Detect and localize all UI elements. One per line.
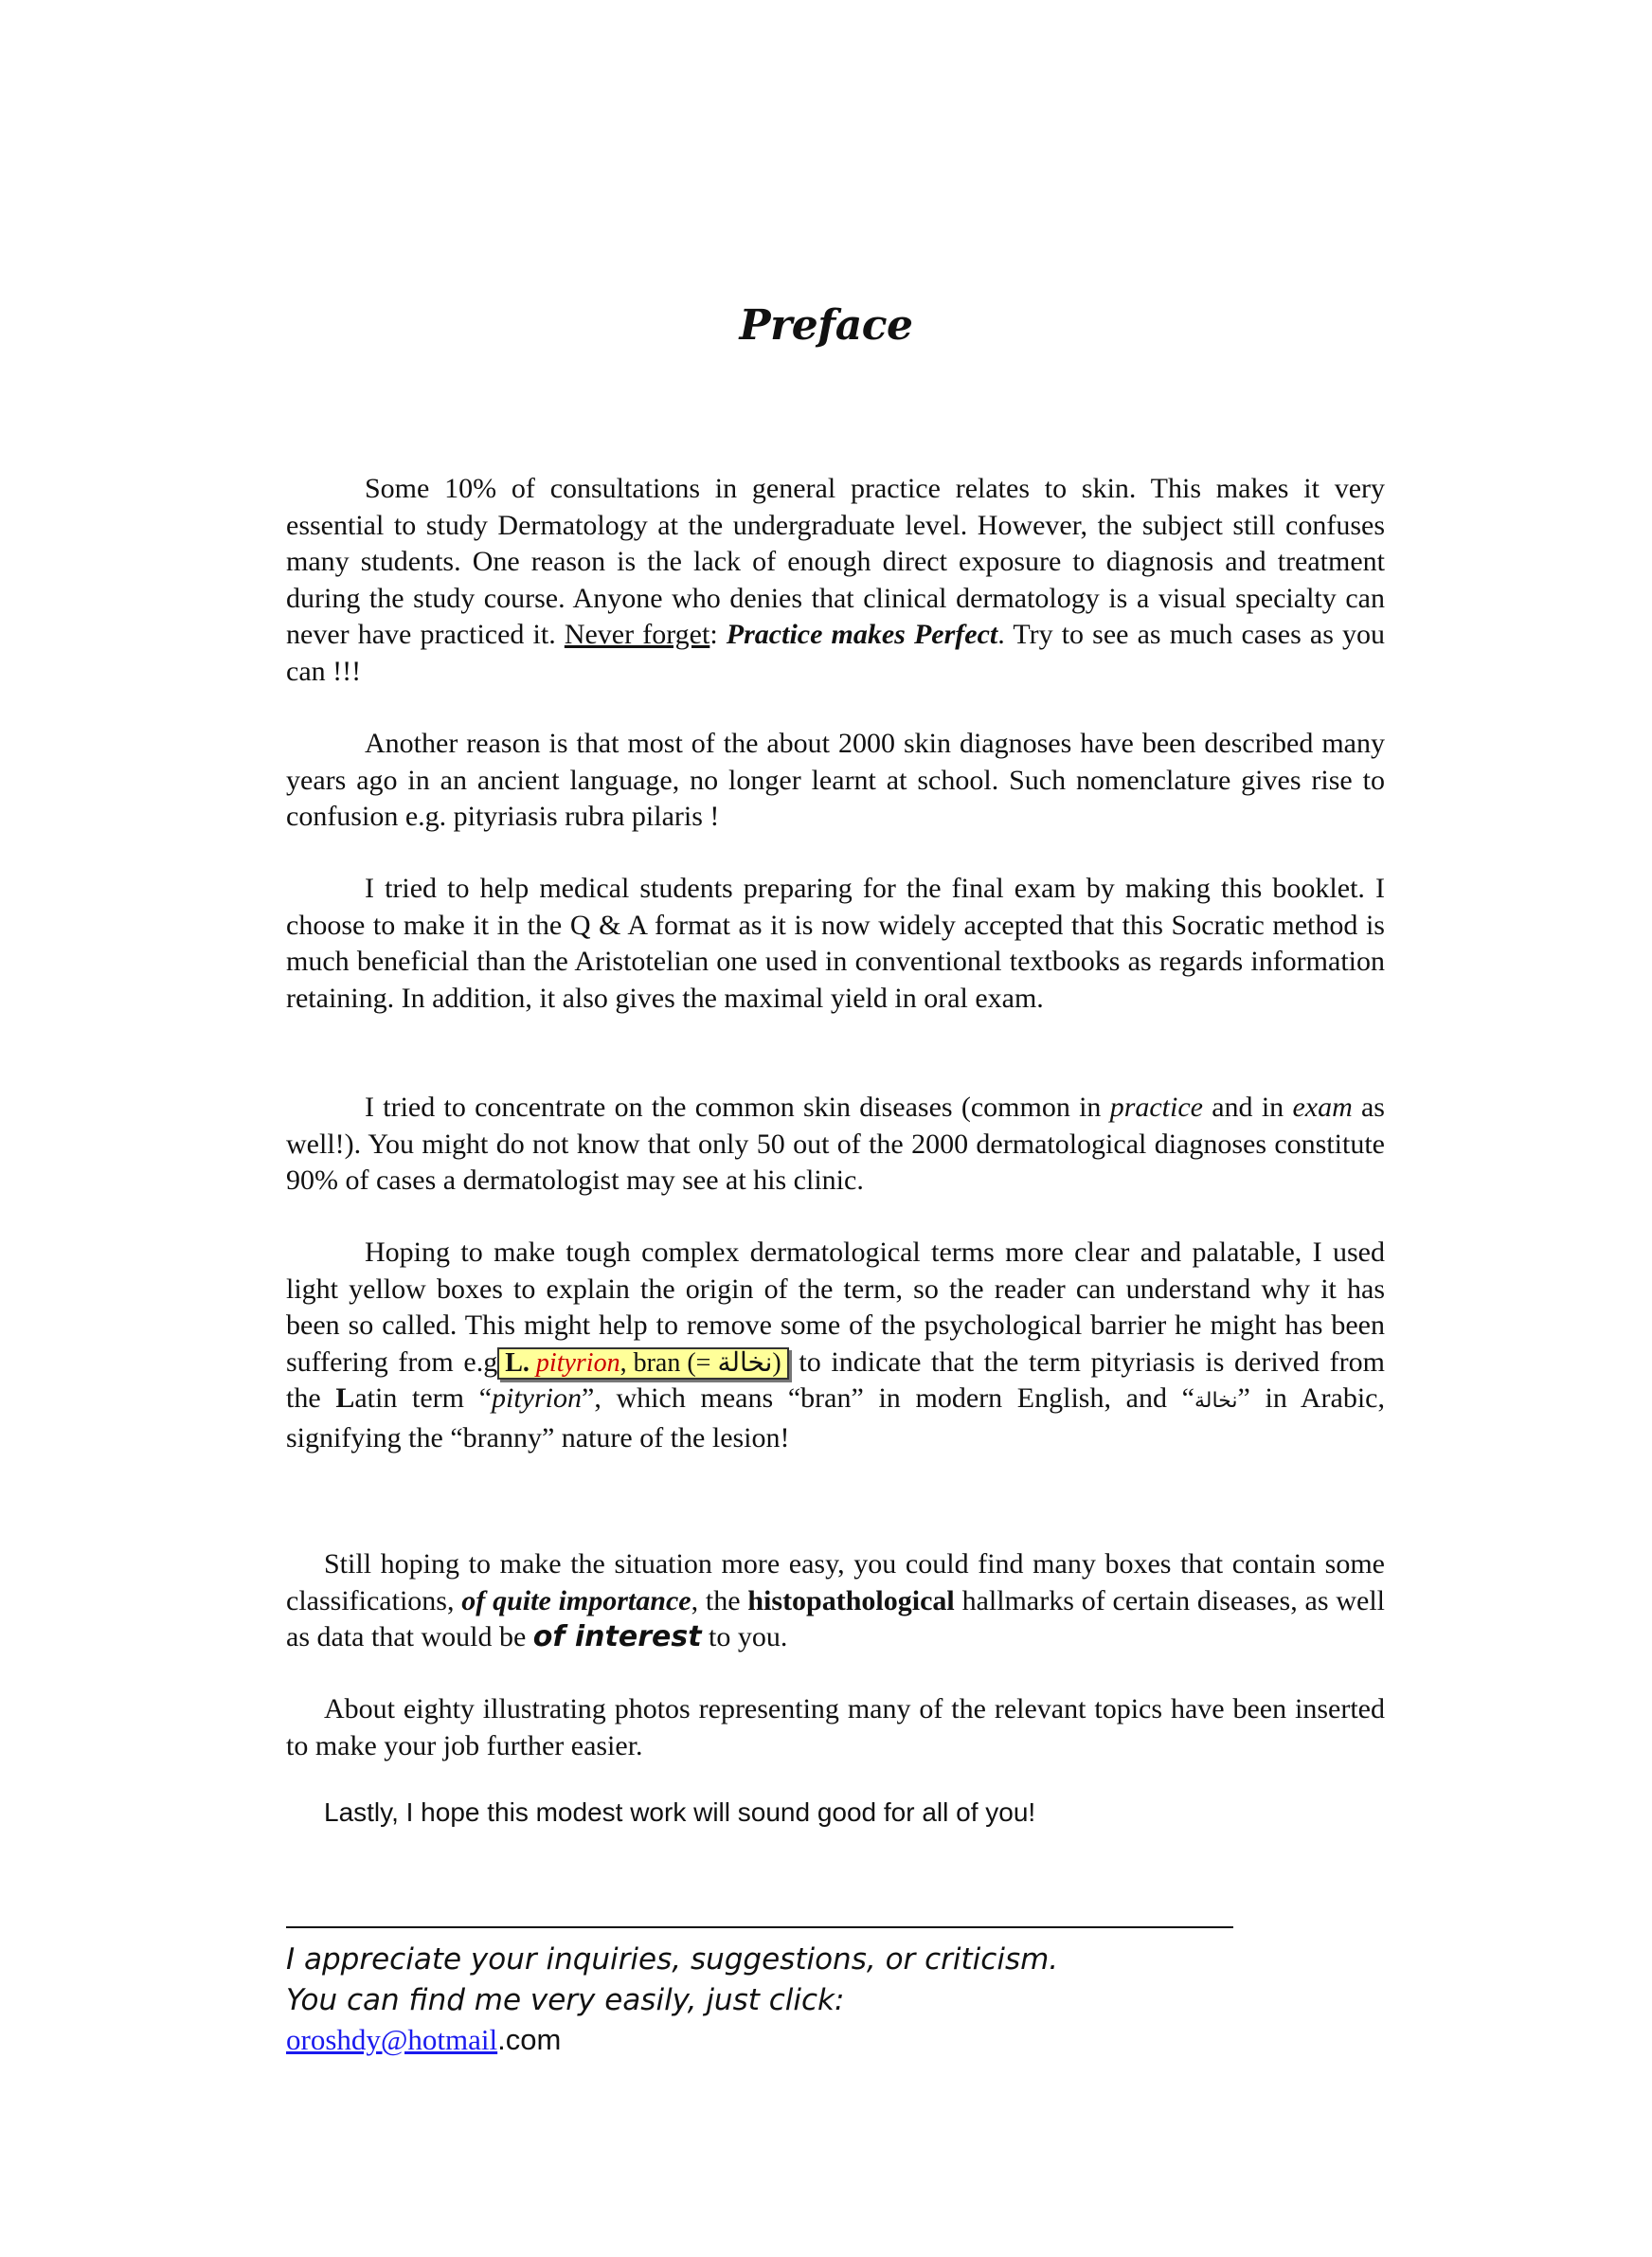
etymology-meaning: , bran (= نخالة) xyxy=(620,1347,781,1378)
paragraph-2 xyxy=(286,726,1385,836)
para6-text-3: hallmarks of certain diseases, as well as data that would be xyxy=(286,1584,1386,1652)
never-forget-underlined: Never forget xyxy=(564,619,710,650)
email-link[interactable]: oroshdy@hotmail xyxy=(286,2023,498,2056)
email-address xyxy=(286,2023,561,2057)
para4-text-2: and in xyxy=(1202,1092,1293,1123)
para6-text-2: , the xyxy=(691,1584,748,1616)
email-suffix: .com xyxy=(497,2023,562,2056)
para1-colon: : xyxy=(709,619,727,650)
para2-text: Another reason is that most of the about 2000 skin diagnoses have been described many years ago in an ancient language, no longer learnt at school. Such nomenclature gives rise to confusion e.g. pityriasis rubra pilaris ! xyxy=(286,728,1385,832)
para5-text-5: ” in Arabic, signifying the “branny” nature of the lesion! xyxy=(286,1382,1386,1454)
para3-text: I tried to help medical students preparing for the final exam by making this booklet. I choose to make it in the Q & A format as it is now widely accepted that this Socratic method is much beneficial than the Aristotelian one used in conventional textbooks as regards information retaining. In addition, it also gives the maximal yield in oral exam. xyxy=(286,873,1385,1014)
arabic-word: نخالة xyxy=(1194,1389,1238,1413)
paragraph-5 xyxy=(286,1235,1385,1456)
para4-text: I tried to concentrate on the common skin diseases (common in xyxy=(365,1092,1110,1123)
para5-text-4: ”, which means “bran” in modern English, and “ xyxy=(582,1382,1194,1414)
closing-line: Lastly, I hope this modest work will sound good for all of you! xyxy=(324,1797,1036,1827)
footer-line-1: I appreciate your inquiries, suggestions, or criticism. xyxy=(286,1942,1059,1977)
para5-text: Hoping to make tough complex dermatological terms more clear and palatable, I used light yellow boxes to explain the origin of the term, so the reader can understand why it has been so called. This might help to remove some of the psychological barrier he might has been suffering from e.g xyxy=(286,1237,1385,1378)
quite-importance: of quite importance xyxy=(461,1584,691,1616)
paragraph-7 xyxy=(286,1691,1385,1764)
page-title: Preface xyxy=(739,301,913,350)
etymology-term: pityrion xyxy=(535,1347,620,1378)
practice-makes-perfect: Practice makes Perfect xyxy=(726,619,998,650)
exam-italic: exam xyxy=(1292,1092,1353,1123)
para7-text: About eighty illustrating photos representing many of the relevant topics have been inserted to make your job further easier. xyxy=(286,1693,1385,1761)
para1-text: Some 10% of consultations in general practice relates to skin. This makes it very essential to study Dermatology at the undergraduate level. However, the subject still confuses many students. One reason is the lack of enough direct exposure to diagnosis and treatment during the study course. Anyone who denies that clinical dermatology is a visual specialty can never have practiced it. xyxy=(286,473,1385,650)
para5-text-3: atin term “ xyxy=(354,1382,493,1414)
footer-line-2: You can find me very easily, just click: xyxy=(286,1983,845,2017)
footer-divider xyxy=(286,1926,1233,1928)
latin-bold-l: L xyxy=(335,1382,355,1414)
etymology-box xyxy=(497,1347,789,1380)
paragraph-4 xyxy=(286,1090,1385,1200)
histopathological-bold: histopathological xyxy=(747,1584,955,1616)
para6-text-4: to you. xyxy=(701,1621,788,1652)
para1-text-end: . Try to see as much cases as you can !!! xyxy=(286,619,1385,687)
para5-text-2: to indicate that the term pityriasis is derived from the xyxy=(286,1345,1385,1414)
of-interest-script: of interest xyxy=(532,1620,702,1653)
para4-text-3: as well!). You might do not know that only 50 out of the 2000 dermatological diagnoses constitute 90% of cases a dermatologist may see at his clinic. xyxy=(286,1092,1385,1196)
paragraph-6 xyxy=(286,1546,1385,1656)
pityrion-italic: pityrion xyxy=(492,1382,583,1414)
paragraph-1 xyxy=(286,471,1385,690)
etymology-latin-abbrev: L. xyxy=(505,1347,530,1378)
practice-italic: practice xyxy=(1109,1092,1203,1123)
paragraph-3 xyxy=(286,871,1385,1017)
para6-text: Still hoping to make the situation more easy, you could find many boxes that contain some classifications, xyxy=(286,1548,1385,1616)
